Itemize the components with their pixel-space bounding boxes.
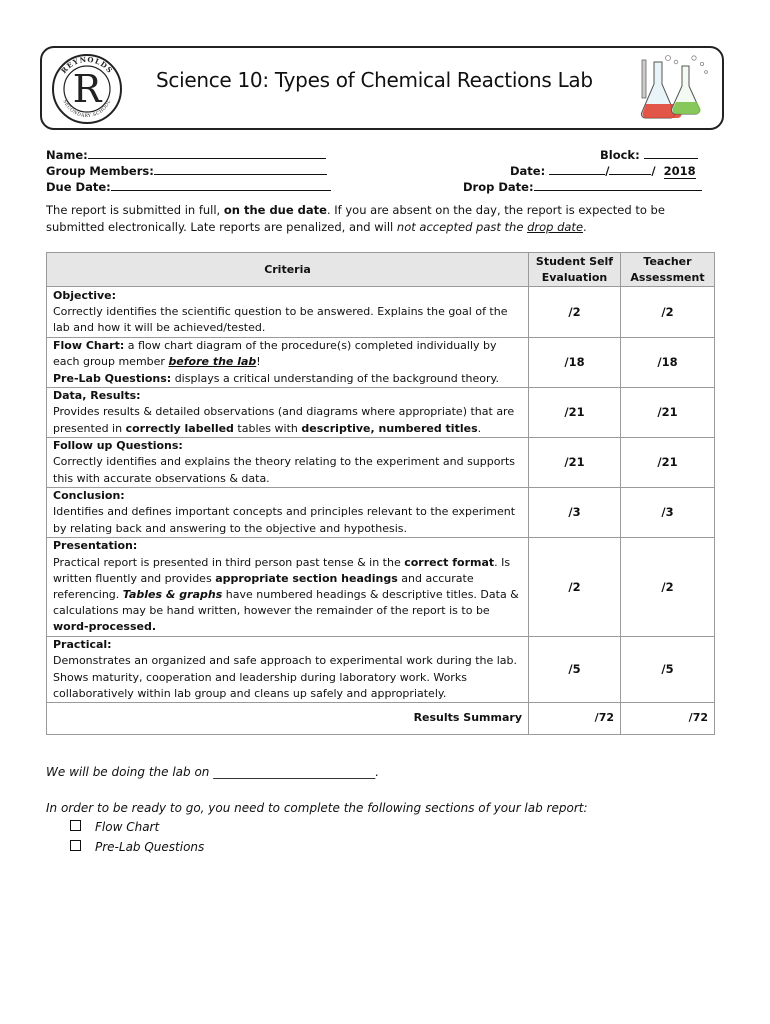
- school-logo-icon: [50, 52, 124, 126]
- block-label: Block:: [600, 148, 640, 162]
- policy-text-3: not accepted past the: [396, 219, 528, 234]
- date-label: Date:: [510, 164, 546, 178]
- teacher-total[interactable]: /72: [621, 703, 715, 735]
- group-members-label: Group Members:: [46, 164, 154, 178]
- teacher-score[interactable]: /5: [621, 637, 715, 703]
- self-score[interactable]: /2: [529, 287, 621, 338]
- teacher-score[interactable]: /2: [621, 538, 715, 637]
- block-field[interactable]: [600, 146, 698, 163]
- drop-date-label: Drop Date:: [463, 180, 534, 194]
- policy-text-1: The report is submitted in full,: [46, 203, 224, 217]
- group-members-field[interactable]: [46, 162, 327, 179]
- checkbox-icon[interactable]: [70, 820, 81, 831]
- self-score[interactable]: /21: [529, 438, 621, 488]
- criteria-header: Criteria: [47, 253, 529, 287]
- teacher-score[interactable]: /21: [621, 388, 715, 438]
- teacher-header: Teacher Assessment: [621, 253, 715, 287]
- table-row: [47, 438, 715, 488]
- list-item[interactable]: [70, 840, 204, 854]
- logo-text-bottom: SECONDARY SCHOOL: [61, 99, 113, 120]
- policy-text-4: .: [583, 219, 587, 234]
- date-year: 2018: [663, 164, 696, 178]
- criteria-cell: Conclusion: Identifies and defines important concepts and principles relevant to the experiment by relating back and answering to the objective and hypothesis.: [47, 488, 529, 538]
- checkbox-icon[interactable]: [70, 840, 81, 851]
- header-box: [40, 46, 724, 130]
- teacher-score[interactable]: /3: [621, 488, 715, 538]
- self-score[interactable]: /3: [529, 488, 621, 538]
- results-summary-label: Results Summary: [47, 703, 529, 735]
- submission-policy: [46, 202, 726, 235]
- lab-day-blank[interactable]: ___________________________: [213, 765, 376, 779]
- self-eval-header: Student Self Evaluation: [529, 253, 621, 287]
- self-score[interactable]: /2: [529, 538, 621, 637]
- teacher-score[interactable]: /21: [621, 438, 715, 488]
- criteria-cell: Practical: Demonstrates an organized and safe approach to experimental work during the lab. Shows maturity, cooperation and leadership during laboratory work. Works collaboratively within lab group and cleans up safely and appropriately.: [47, 637, 529, 703]
- checklist-label: Flow Chart: [95, 820, 160, 834]
- table-row: [47, 637, 715, 703]
- table-row: [47, 287, 715, 338]
- criteria-cell: Data, Results: Provides results & detailed observations (and diagrams where appropriate) that are presented in correctly labelled tables with descriptive, numbered titles.: [47, 388, 529, 438]
- logo-letter: R: [72, 67, 102, 111]
- ready-instructions: In order to be ready to go, you need to complete the following sections of your lab report:: [46, 801, 588, 815]
- lab-day-text: We will be doing the lab on: [46, 765, 214, 779]
- self-total[interactable]: /72: [529, 703, 621, 735]
- table-row: [47, 488, 715, 538]
- date-separator-1: /: [605, 164, 610, 178]
- rubric-table: [46, 252, 715, 735]
- policy-drop-date: drop date: [527, 219, 584, 234]
- drop-date-field[interactable]: [463, 178, 702, 195]
- teacher-score[interactable]: /18: [621, 338, 715, 388]
- criteria-cell: Follow up Questions: Correctly identifies and explains the theory relating to the experiment and supports this with accurate observations & data.: [47, 438, 529, 488]
- table-row: [47, 338, 715, 388]
- date-separator-2: /: [651, 164, 656, 178]
- name-field[interactable]: [46, 146, 326, 163]
- policy-text-2: . If you are absent on the day, the report is expected to be submitted electronically. Late reports are penalized, and will: [46, 203, 665, 234]
- date-field[interactable]: [510, 162, 696, 179]
- checklist-label: Pre-Lab Questions: [95, 840, 205, 854]
- lab-flasks-icon: [632, 52, 712, 126]
- criteria-cell: Presentation: Practical report is presented in third person past tense & in the correct format. Is written fluently and provides appropriate section headings and accurate referencing. Tables & graphs have numbered headings & descriptive titles. Data & calculations may be hand written, however the remainder of the report is to be word-processed.: [47, 538, 529, 637]
- name-label: Name:: [46, 148, 88, 162]
- summary-row: [47, 703, 715, 735]
- table-row: [47, 388, 715, 438]
- self-score[interactable]: /21: [529, 388, 621, 438]
- lab-day-period: .: [375, 765, 380, 779]
- due-date-field[interactable]: [46, 178, 331, 195]
- list-item[interactable]: [70, 820, 159, 834]
- teacher-score[interactable]: /2: [621, 287, 715, 338]
- due-date-label: Due Date:: [46, 180, 111, 194]
- self-score[interactable]: /5: [529, 637, 621, 703]
- policy-due-date: on the due date: [223, 203, 327, 217]
- logo-text-top: REYNOLDS: [59, 54, 115, 76]
- self-score[interactable]: /18: [529, 338, 621, 388]
- page-title: Science 10: Types of Chemical Reactions Lab: [156, 68, 593, 92]
- criteria-cell: Flow Chart: a flow chart diagram of the procedure(s) completed individually by each group member before the lab! Pre-Lab Questions: displays a critical understanding of the background theory.: [47, 338, 529, 388]
- lab-day-line: [46, 765, 379, 779]
- criteria-cell: Objective: Correctly identifies the scientific question to be answered. Explains the goal of the lab and how it will be achieved/tested.: [47, 287, 529, 338]
- table-row: [47, 538, 715, 637]
